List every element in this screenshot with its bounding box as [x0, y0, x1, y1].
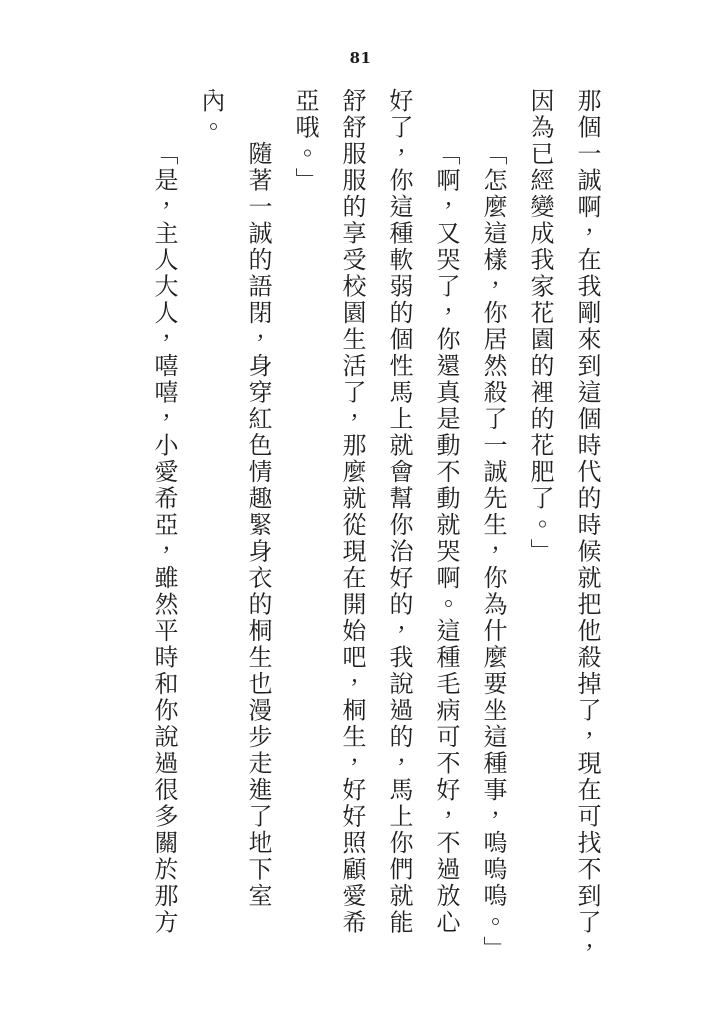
- text-column: 那個一誠啊，在我剛來到這個時代的時候就把他殺掉了，現在可找不到了，: [573, 88, 599, 963]
- text-column: 舒舒服服的享受校園生活了，那麼就從現在開始吧，桐生，好好照顧愛希: [338, 88, 364, 936]
- text-column: 「啊，又哭了，你還真是動不動就哭啊。這種毛病可不好，不過放心: [432, 141, 458, 936]
- page-number: 81: [349, 49, 372, 67]
- text-column: 亞哦。」: [291, 88, 317, 194]
- text-column: 好了，你這種軟弱的個性馬上就會幫你治好的，我說過的，馬上你們就能: [385, 88, 411, 936]
- text-column: 隨著一誠的語閉，身穿紅色情趣緊身衣的桐生也漫步走進了地下室: [244, 141, 270, 910]
- text-column: 「是，主人大人，嘻嘻，小愛希亞，雖然平時和你說過很多關於那方: [150, 141, 176, 936]
- text-column: 「怎麼這樣，你居然殺了一誠先生，你為什麼要坐這種事，嗚嗚嗚。」: [479, 141, 505, 963]
- text-column: 內。: [197, 88, 223, 141]
- text-column: 因為已經變成我家花園的裡的花肥了。」: [526, 88, 552, 565]
- vertical-novel-text: [139, 88, 609, 970]
